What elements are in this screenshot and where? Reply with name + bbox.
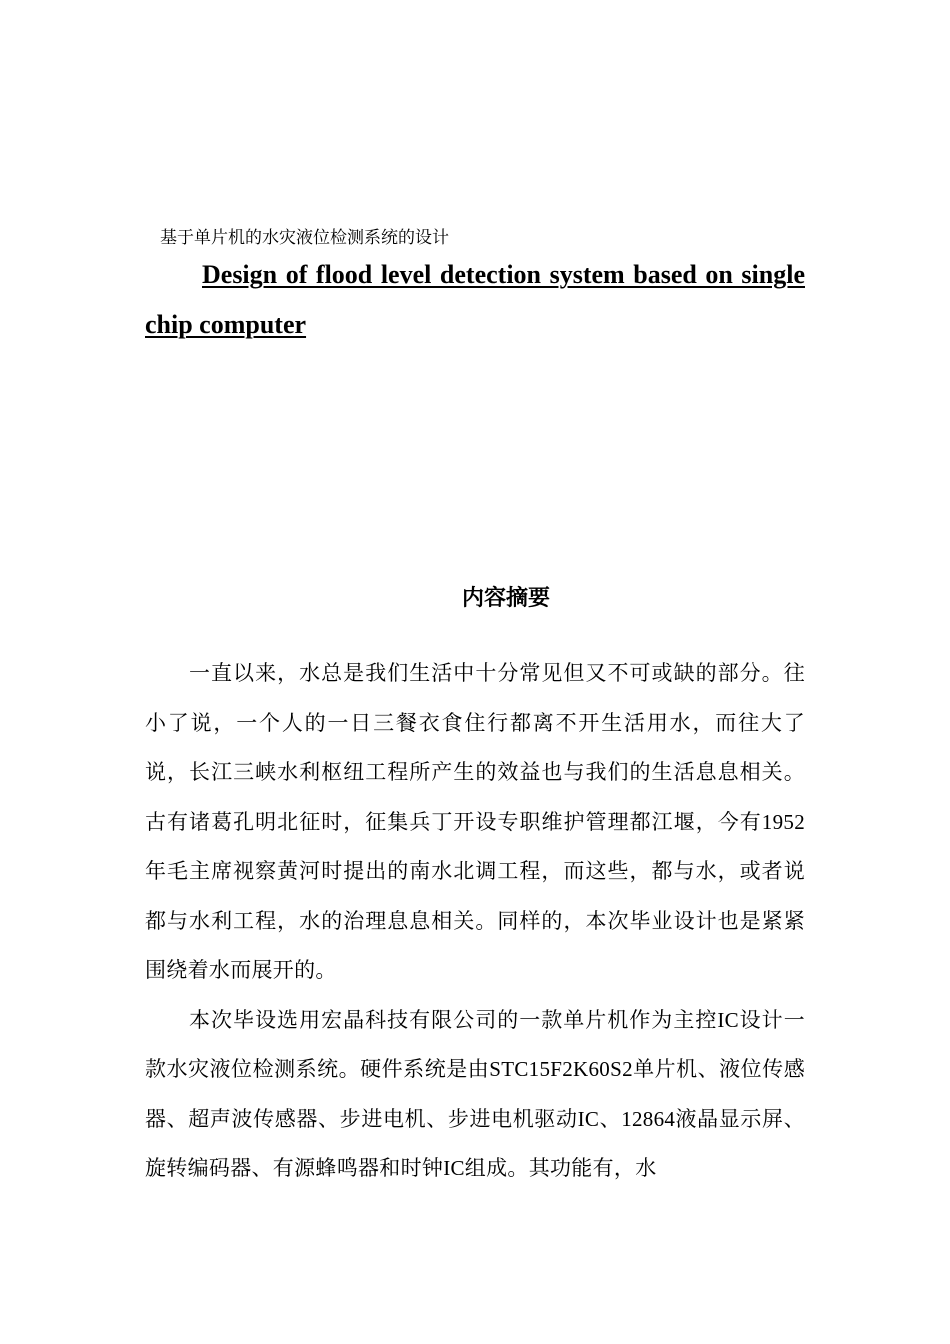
english-title [145, 250, 805, 350]
abstract-paragraph-2: 本次毕设选用宏晶科技有限公司的一款单片机作为主控IC设计一款水灾液位检测系统。硬件系统是由STC15F2K60S2单片机、液位传感器、超声波传感器、步进电机、步进电机驱动IC、12864液晶显示屏、旋转编码器、有源蜂鸣器和时钟IC组成。其功能有，水 [145, 1007, 805, 1180]
chinese-title: 基于单片机的水灾液位检测系统的设计 [160, 228, 449, 247]
abstract-body [145, 649, 805, 1194]
abstract-paragraph-1: 一直以来，水总是我们生活中十分常见但又不可或缺的部分。往小了说，一个人的一日三餐衣食住行都离不开生活用水，而往大了说，长江三峡水利枢纽工程所产生的效益也与我们的生活息息相关。古有诸葛孔明北征时，征集兵丁开设专职维护管理都江堰，今有1952年毛主席视察黄河时提出的南水北调工程，而这些，都与水，或者说都与水利工程，水的治理息息相关。同样的，本次毕业设计也是紧紧围绕着水而展开的。 [145, 661, 805, 982]
abstract-heading: 内容摘要 [461, 586, 550, 611]
english-title-text: Design of flood level detection system based on single chip computer [145, 260, 805, 339]
